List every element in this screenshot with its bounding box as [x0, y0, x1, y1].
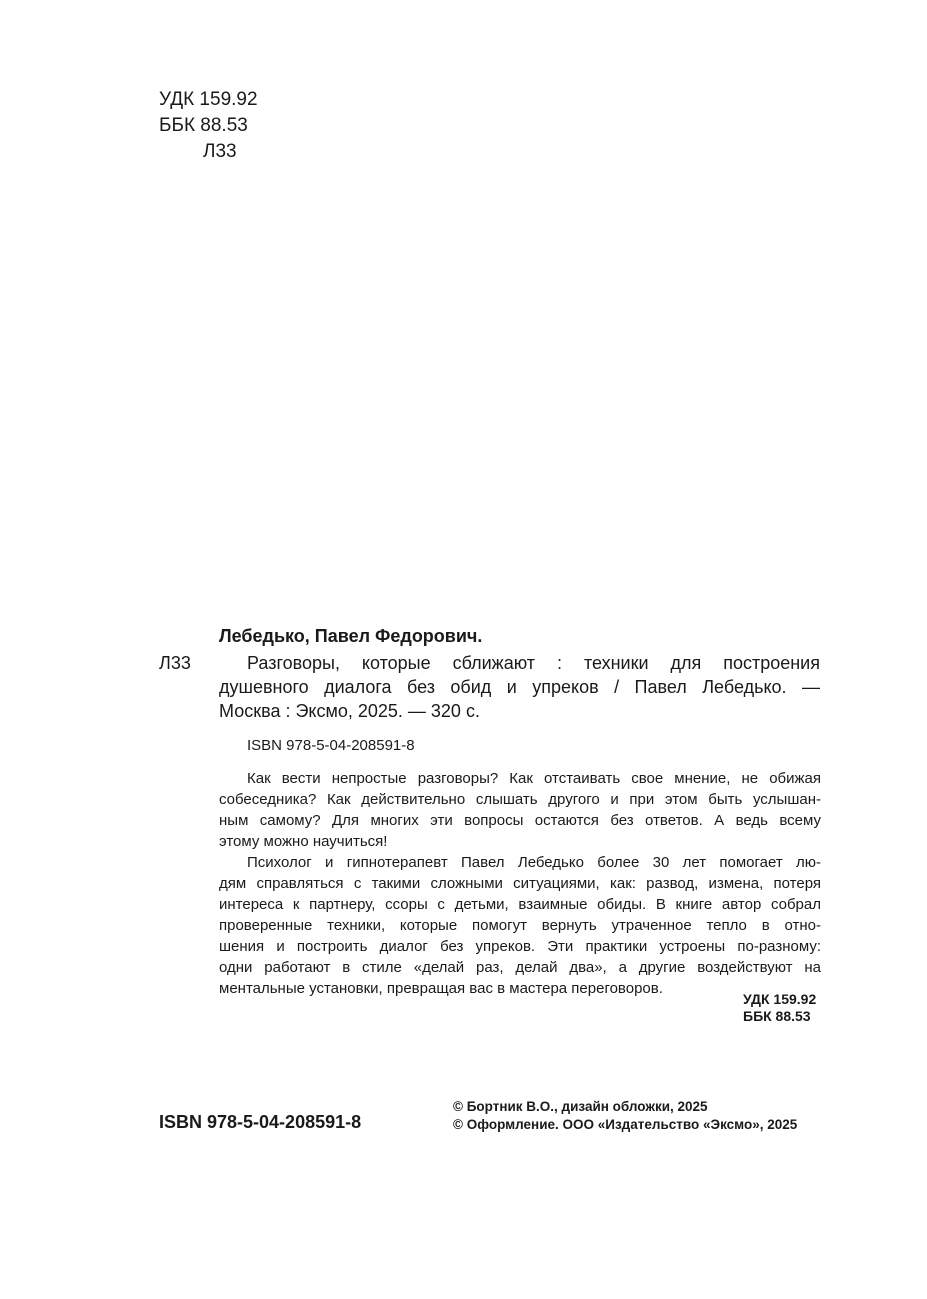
author-mark-side: Л33 — [159, 653, 191, 673]
annotation-line: дям справляться с такими сложными ситуациями, как: развод, измена, потеря — [219, 875, 821, 892]
annotation-line: собеседника? Как действительно слышать другого и при этом быть услышан- — [219, 791, 821, 808]
annotation-line: ным самому? Для многих эти вопросы остаются без ответов. А ведь всему — [219, 812, 821, 829]
annotation-line: одни работают в стиле «делай раз, делай два», а другие воздействуют на — [219, 959, 821, 976]
bibliographic-description — [219, 651, 820, 723]
annotation — [219, 768, 821, 999]
annotation-line: интереса к партнеру, ссоры с детьми, взаимные обиды. В книге автор собрал — [219, 896, 821, 913]
author-mark-top: Л33 — [203, 141, 237, 162]
annotation-line: Психолог и гипнотерапевт Павел Лебедько более 30 лет помогает лю- — [247, 854, 821, 871]
udk-code-top: УДК 159.92 — [159, 89, 258, 110]
annotation-line: шения и построить диалог без упреков. Эти практики устроены по-разному: — [219, 938, 821, 955]
annotation-line: проверенные техники, которые помогут вернуть утраченное тепло в отно- — [219, 917, 821, 934]
author-heading: Лебедько, Павел Федорович. — [219, 626, 483, 646]
copyright-cover: © Бортник В.О., дизайн обложки, 2025 — [453, 1099, 708, 1114]
title-line: душевного диалога без обид и упреков / Павел Лебедько. — — [219, 677, 820, 697]
annotation-line: Как вести непростые разговоры? Как отстаивать свое мнение, не обижая — [247, 770, 821, 787]
title-line: Разговоры, которые сближают : техники для построения — [247, 653, 820, 673]
isbn-entry: ISBN 978-5-04-208591-8 — [247, 737, 415, 754]
annotation-line: ментальные установки, превращая вас в мастера переговоров. — [219, 980, 663, 997]
udk-code-bottom: УДК 159.92 — [743, 991, 817, 1007]
title-line: Москва : Эксмо, 2025. — 320 с. — [219, 701, 480, 721]
annotation-line: этому можно научиться! — [219, 833, 388, 850]
bbk-code-top: ББК 88.53 — [159, 115, 248, 136]
isbn-footer: ISBN 978-5-04-208591-8 — [159, 1112, 362, 1132]
bbk-code-bottom: ББК 88.53 — [743, 1008, 811, 1024]
copyright-publisher: © Оформление. ООО «Издательство «Эксмо», 2025 — [453, 1117, 798, 1132]
